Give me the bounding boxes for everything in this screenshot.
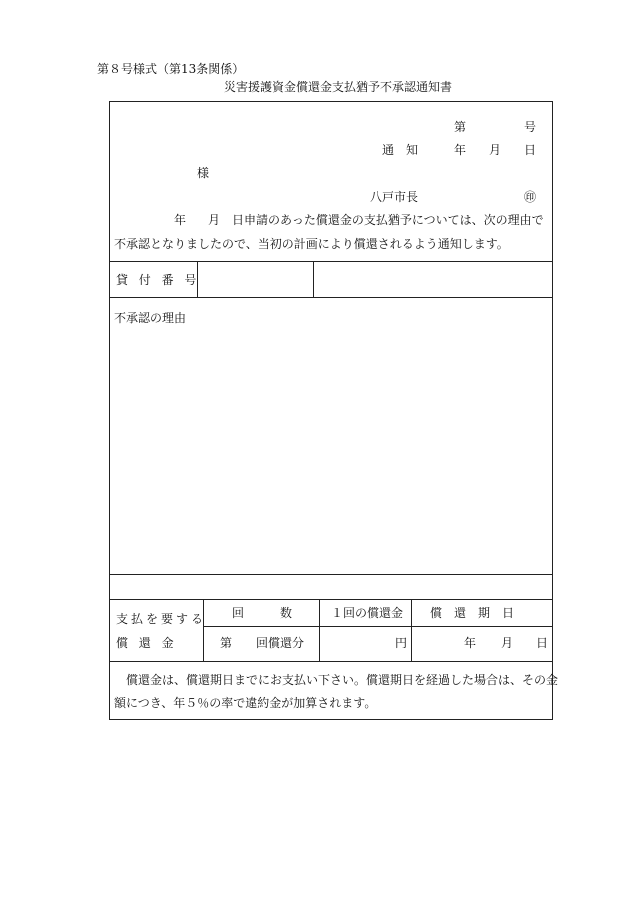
col-header-count: 回 数 <box>232 606 293 620</box>
body-text-line1: 日申請のあった償還金の支払猶予については、次の理由で <box>232 213 544 227</box>
addressee-suffix: 様 <box>197 166 210 180</box>
notice-date-year: 年 <box>454 143 467 157</box>
col-header-amount: １回の償還金 <box>331 606 404 620</box>
notice-date-day: 日 <box>524 143 537 157</box>
payment-label-line1: 支払を要する <box>116 612 207 626</box>
row-count-dai: 第 <box>220 636 233 650</box>
row-count-label: 回償還分 <box>256 636 305 650</box>
payment-label-line2: 償還金 <box>116 636 185 650</box>
row-due-month: 月 <box>501 636 514 650</box>
body-year: 年 <box>174 213 187 227</box>
form-number-label: 第８号様式（第13条関係） <box>97 62 245 76</box>
col-header-due-date: 償 還 期 日 <box>430 606 515 620</box>
notice-date-month: 月 <box>489 143 502 157</box>
notice-number-go: 号 <box>524 120 537 134</box>
footer-note-line2: 額につき、年５％の率で違約金が加算されます。 <box>114 696 377 710</box>
row-due-year: 年 <box>464 636 477 650</box>
rejection-reason-field[interactable] <box>114 330 548 568</box>
body-text-line2: 不承認となりましたので、当初の計画により償還されるよう通知します。 <box>114 237 509 251</box>
document-title: 災害援護資金償還金支払猶予不承認通知書 <box>224 80 453 94</box>
loan-number-field[interactable] <box>200 266 310 292</box>
rejection-reason-label: 不承認の理由 <box>114 311 187 325</box>
notice-number-dai: 第 <box>454 120 467 134</box>
body-month: 月 <box>208 213 221 227</box>
loan-number-label: 貸付番号 <box>116 273 208 287</box>
notice-date-label: 通 知 <box>382 143 419 157</box>
footer-note-line1: 償還金は、償還期日までにお支払い下さい。償還期日を経過した場合は、その金 <box>114 673 559 687</box>
row-amount-yen: 円 <box>395 636 408 650</box>
issuer-name: 八戸市長 <box>370 190 419 204</box>
seal-mark: ㊞ <box>524 190 537 204</box>
row-due-day: 日 <box>536 636 549 650</box>
